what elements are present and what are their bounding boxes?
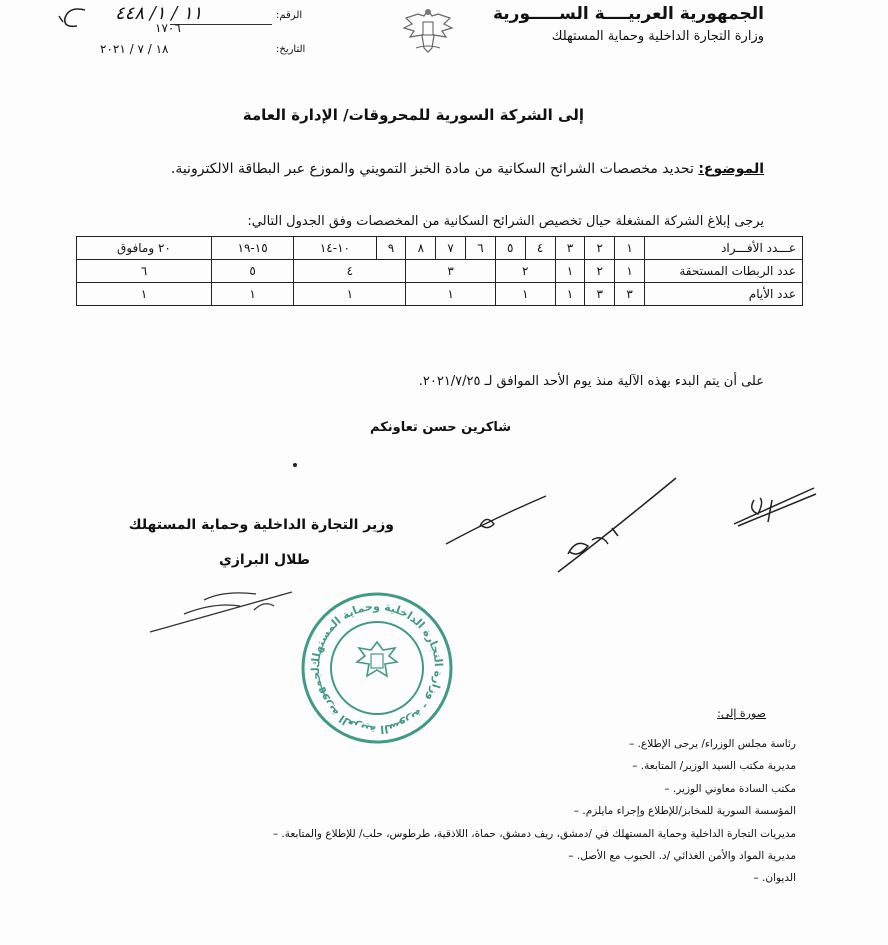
list-item: مديرية المواد والأمن الغذائي /د. الحبوب مع الأصل. – <box>96 845 796 867</box>
table-cell: ٦ <box>466 237 496 260</box>
table-cell: ١ <box>77 283 212 306</box>
handwritten-mark-icon <box>55 0 95 40</box>
eagle-emblem-icon <box>398 4 458 54</box>
ministry-name: وزارة التجارة الداخلية وحماية المستهلك <box>551 29 764 44</box>
table-cell: ١ <box>615 260 645 283</box>
date-value: ١٨ / ٧ / ٢٠٢١ <box>100 42 169 56</box>
republic-title: الجمهورية العربيــــة الســـــورية <box>492 4 764 24</box>
row-header-bundles: عدد الربطات المستحقة <box>645 260 803 283</box>
table-cell: ١ <box>615 237 645 260</box>
intro-paragraph: يرجى إبلاغ الشركة المشغلة حيال تخصيص الشرائح السكانية من المخصصات وفق الجدول التالي: <box>247 214 764 229</box>
date-label: التاريخ: <box>276 44 306 55</box>
reference-number-secondary: ١٧٠٦ <box>155 21 181 35</box>
ink-dot <box>290 460 300 470</box>
subject-line <box>171 161 764 177</box>
signature-scribble <box>724 480 824 540</box>
table-cell: ١٥-١٩ <box>211 237 293 260</box>
signature-scribble <box>548 474 688 578</box>
subject-label: الموضوع: <box>698 161 764 177</box>
table-cell: ٣ <box>585 283 615 306</box>
table-cell: ٢ <box>585 260 615 283</box>
minister-title: وزير التجارة الداخلية وحماية المستهلك <box>128 517 394 533</box>
table-cell: ٩ <box>376 237 406 260</box>
table-row <box>77 260 803 283</box>
table-cell: ٢ <box>495 260 555 283</box>
list-item: المؤسسة السورية للمخابز/للإطلاع وإجراء مايلزم. – <box>96 800 796 822</box>
list-item: مديرية مكتب السيد الوزير/ المتابعة. – <box>96 755 796 777</box>
allocation-table <box>76 236 803 306</box>
subject-text: تحديد مخصصات الشرائح السكانية من مادة الخبز التمويني والموزع عبر البطاقة الالكترونية. <box>170 161 694 177</box>
table-cell: ٢ <box>585 237 615 260</box>
table-cell: ١ <box>211 283 293 306</box>
table-cell: ٧ <box>436 237 466 260</box>
table-cell: ١ <box>495 283 555 306</box>
table-cell: ١ <box>294 283 406 306</box>
table-cell: ٦ <box>77 260 212 283</box>
list-item: رئاسة مجلس الوزراء/ يرجى الإطلاع. – <box>96 733 796 755</box>
table-cell: ٣ <box>555 237 585 260</box>
start-date-note: على أن يتم البدء بهذه الآلية منذ يوم الأحد الموافق لـ ٢٠٢١/٧/٢٥. <box>418 374 764 389</box>
table-cell: ٤ <box>294 260 406 283</box>
row-header-members: عـــدد الأفـــراد <box>645 237 803 260</box>
copies-title: صورة إلى: <box>717 707 766 720</box>
table-cell: ٢٠ ومافوق <box>77 237 212 260</box>
table-cell: ١ <box>555 260 585 283</box>
row-header-days: عدد الأيام <box>645 283 803 306</box>
stamp-text: لجمهورية العربية السورية - وزارة التجارة الداخلية وحماية المستهلك <box>308 599 446 737</box>
list-item: مكتب السادة معاوني الوزير. – <box>96 778 796 800</box>
reference-number: ١١ / ١/ ٤٤٨ <box>115 3 203 24</box>
official-stamp <box>297 590 457 745</box>
signature-scribble <box>440 490 552 550</box>
table-cell: ٤ <box>525 237 555 260</box>
table-cell: ٥ <box>495 237 525 260</box>
table-cell: ١ <box>406 283 495 306</box>
reference-label: الرقم: <box>276 10 303 21</box>
closing-thanks: شاكرين حسن تعاونكم <box>370 420 512 435</box>
table-cell: ٣ <box>615 283 645 306</box>
reference-line <box>170 24 272 25</box>
signature-scribble <box>144 580 298 636</box>
list-item: الديوان. – <box>96 867 796 889</box>
table-row <box>77 237 803 260</box>
minister-name: طلال البرازي <box>218 552 310 568</box>
copies-list <box>96 733 796 890</box>
list-item: مديريات التجارة الداخلية وحماية المستهلك في /دمشق، ريف دمشق، حماة، اللاذقية، طرطوس، حلب/ للإطلاع والمتابعة. – <box>96 823 796 845</box>
table-cell: ٨ <box>406 237 436 260</box>
table-cell: ٣ <box>406 260 495 283</box>
table-cell: ١٠-١٤ <box>294 237 376 260</box>
table-cell: ١ <box>555 283 585 306</box>
table-row <box>77 283 803 306</box>
addressee: إلى الشركة السورية للمحروقات/ الإدارة العامة <box>242 106 584 124</box>
table-cell: ٥ <box>211 260 293 283</box>
